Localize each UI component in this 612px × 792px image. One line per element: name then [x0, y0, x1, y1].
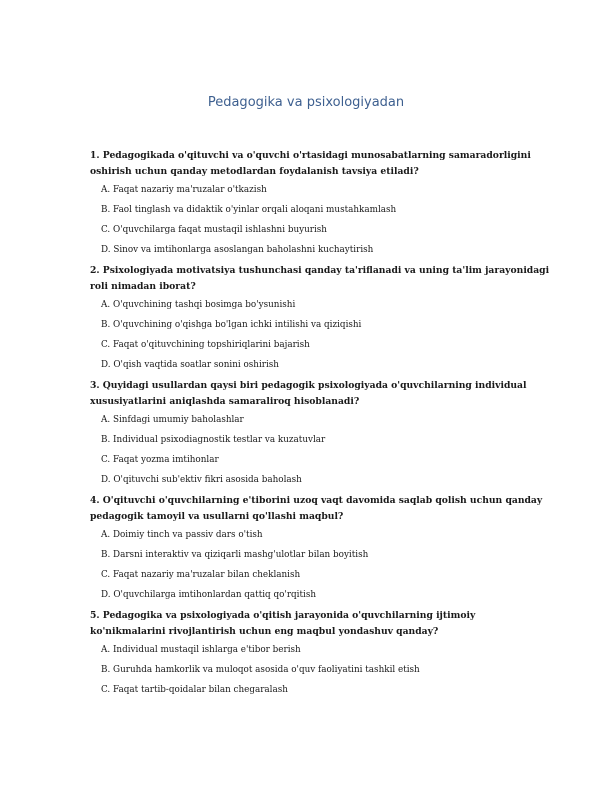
option-a: A. O'quvchining tashqi bosimga bo'ysunishi — [101, 300, 296, 310]
option-c: C. Faqat tartib-qoidalar bilan chegaralash — [101, 685, 288, 695]
question-1 — [90, 148, 550, 257]
question-list — [90, 148, 550, 703]
option-list — [90, 528, 550, 602]
question-3 — [90, 378, 550, 487]
option-b: B. Darsni interaktiv va qiziqarli mashg'ulotlar bilan boyitish — [101, 550, 369, 560]
question-2 — [90, 263, 550, 372]
question-text: 4. O'qituvchi o'quvchilarning e'tiborini uzoq vaqt davomida saqlab qolish uchun qanday pedagogik tamoyil va usullarni qo'llashi maqbul? — [90, 495, 543, 522]
option-b: B. O'quvchining o'qishga bo'lgan ichki intilishi va qiziqishi — [101, 320, 362, 330]
option-c: C. Faqat nazariy ma'ruzalar bilan cheklanish — [101, 570, 301, 580]
question-text: 1. Pedagogikada o'qituvchi va o'quvchi o'rtasidagi munosabatlarning samaradorligini oshirish uchun qanday metodlardan foydalanish tavsiya etiladi? — [90, 150, 531, 177]
question-5 — [90, 608, 550, 697]
option-list — [90, 643, 550, 697]
question-text: 5. Pedagogika va psixologiyada o'qitish jarayonida o'quvchilarning ijtimoiy ko'nikmalarini rivojlantirish uchun eng maqbul yondashuv qanday? — [90, 610, 476, 637]
option-list — [90, 413, 550, 487]
option-list — [90, 183, 550, 257]
option-d: D. O'qish vaqtida soatlar sonini oshirish — [101, 360, 279, 370]
option-d: D. O'qituvchi sub'ektiv fikri asosida baholash — [101, 475, 302, 485]
option-b: B. Guruhda hamkorlik va muloqot asosida o'quv faoliyatini tashkil etish — [101, 665, 420, 675]
option-c: C. Faqat o'qituvchining topshiriqlarini bajarish — [101, 340, 310, 350]
option-a: A. Faqat nazariy ma'ruzalar o'tkazish — [101, 185, 267, 195]
question-text: 3. Quyidagi usullardan qaysi biri pedagogik psixologiyada o'quvchilarning individual xususiyatlarini aniqlashda samaraliroq hisoblanadi? — [90, 380, 527, 407]
option-a: A. Individual mustaqil ishlarga e'tibor berish — [101, 645, 301, 655]
option-c: C. Faqat yozma imtihonlar — [101, 455, 219, 465]
option-b: B. Individual psixodiagnostik testlar va kuzatuvlar — [101, 435, 326, 445]
page-title: Pedagogika va psixologiyadan — [207, 95, 405, 110]
question-4 — [90, 493, 550, 602]
question-text: 2. Psixologiyada motivatsiya tushunchasi qanday ta'riflanadi va uning ta'lim jarayonidagi roli nimadan iborat? — [90, 265, 550, 292]
option-a: A. Sinfdagi umumiy baholashlar — [101, 415, 244, 425]
option-list — [90, 298, 550, 372]
option-d: D. Sinov va imtihonlarga asoslangan baholashni kuchaytirish — [101, 245, 374, 255]
option-b: B. Faol tinglash va didaktik o'yinlar orqali aloqani mustahkamlash — [101, 205, 397, 215]
option-d: D. O'quvchilarga imtihonlardan qattiq qo'rqitish — [101, 590, 317, 600]
option-c: C. O'quvchilarga faqat mustaqil ishlashni buyurish — [101, 225, 327, 235]
option-a: A. Doimiy tinch va passiv dars o'tish — [101, 530, 263, 540]
